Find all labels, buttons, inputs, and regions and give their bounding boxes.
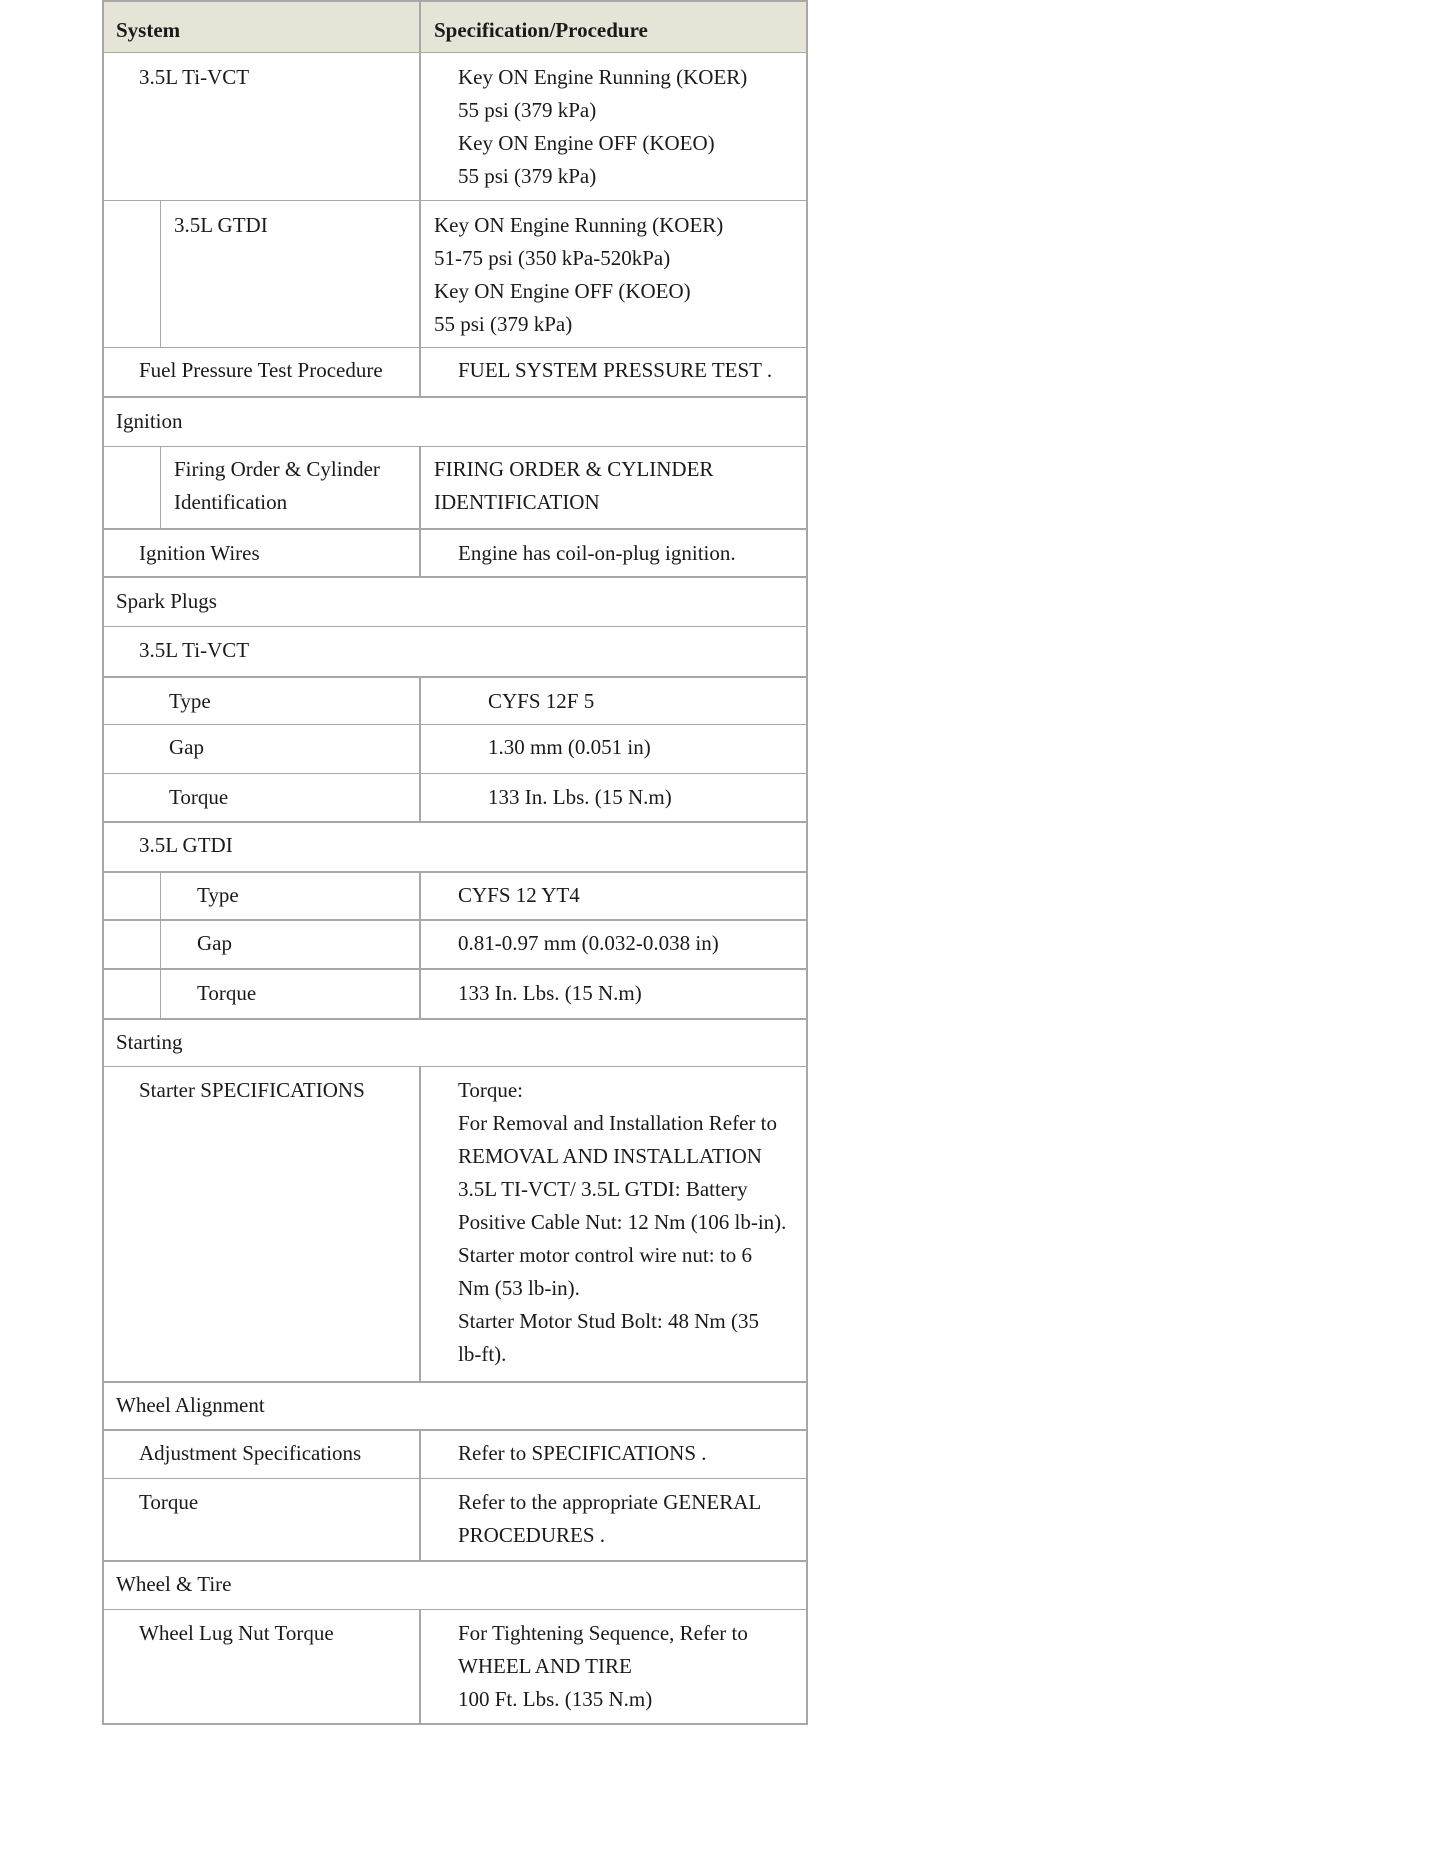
indent-spacer [104, 201, 161, 347]
system-cell [104, 53, 421, 200]
system-line: Firing Order & Cylinder [174, 457, 380, 481]
system-label: 3.5L Ti-VCT [139, 65, 250, 89]
spec-line: WHEEL AND TIRE [458, 1654, 632, 1678]
system-label: Fuel Pressure Test Procedure [139, 358, 383, 382]
spec-line: 55 psi (379 kPa) [458, 98, 597, 122]
spec-line: Refer to SPECIFICATIONS . [458, 1441, 707, 1465]
system-label: Gap [197, 931, 232, 955]
spec-line: Nm (53 lb-in). [458, 1276, 580, 1300]
spec-cell [421, 53, 806, 200]
table-row [104, 1066, 806, 1381]
spec-line: Key ON Engine OFF (KOEO) [434, 279, 691, 303]
spec-cell [421, 1610, 806, 1723]
system-cell [104, 1610, 421, 1723]
spec-line: 51-75 psi (350 kPa-520kPa) [434, 246, 671, 270]
header-spec-label: Specification/Procedure [434, 18, 648, 42]
section-title [104, 1562, 806, 1609]
section-title [104, 398, 806, 446]
section-row [104, 396, 806, 446]
spec-line: 55 psi (379 kPa) [458, 164, 597, 188]
indent-spacer [104, 970, 161, 1018]
spec-line: CYFS 12 YT4 [458, 883, 580, 907]
spec-line: 3.5L TI-VCT/ 3.5L GTDI: Battery [458, 1177, 748, 1201]
spec-cell [421, 873, 806, 919]
table-row [104, 52, 806, 200]
spec-line: 100 Ft. Lbs. (135 N.m) [458, 1687, 653, 1711]
spec-line: Refer to the appropriate GENERAL [458, 1490, 762, 1514]
subsection-row [104, 626, 806, 676]
spec-cell [421, 725, 806, 773]
section-title [104, 1383, 806, 1429]
spec-cell [421, 530, 806, 576]
table-row [104, 1429, 806, 1478]
indent-spacer [104, 447, 161, 528]
spec-line: IDENTIFICATION [434, 490, 600, 514]
section-label: Spark Plugs [116, 589, 217, 613]
spec-line: CYFS 12F 5 [488, 689, 595, 713]
subsection-label: 3.5L Ti-VCT [139, 638, 250, 662]
system-label: Gap [169, 735, 204, 759]
system-cell [104, 921, 421, 968]
table-row [104, 528, 806, 576]
system-label: 3.5L GTDI [174, 213, 268, 237]
system-cell [104, 447, 421, 528]
spec-line: 133 In. Lbs. (15 N.m) [458, 981, 642, 1005]
header-spec [421, 2, 806, 52]
subsection-title [104, 627, 806, 676]
spec-line: For Removal and Installation Refer to [458, 1111, 778, 1135]
section-row [104, 1560, 806, 1609]
spec-cell [421, 201, 806, 347]
system-cell [104, 774, 421, 821]
system-cell [104, 1431, 421, 1478]
table-header-row [104, 2, 806, 52]
system-cell [104, 678, 421, 724]
section-title [104, 1020, 806, 1066]
spec-line: FUEL SYSTEM PRESSURE TEST . [458, 358, 773, 382]
header-system [104, 2, 421, 52]
spec-line: REMOVAL AND INSTALLATION [458, 1144, 762, 1168]
spec-line: Positive Cable Nut: 12 Nm (106 lb-in). [458, 1210, 787, 1234]
table-row [104, 919, 806, 968]
system-label: Type [169, 689, 211, 713]
table-row [104, 676, 806, 724]
system-cell [104, 348, 421, 396]
section-label: Wheel & Tire [116, 1572, 232, 1596]
spec-cell [421, 774, 806, 821]
section-label: Wheel Alignment [116, 1393, 265, 1417]
table-row [104, 446, 806, 528]
spec-line: Key ON Engine Running (KOER) [434, 213, 724, 237]
spec-line: 55 psi (379 kPa) [434, 312, 573, 336]
spec-line: 0.81-0.97 mm (0.032-0.038 in) [458, 931, 719, 955]
indent-spacer [104, 921, 161, 968]
spec-line: PROCEDURES . [458, 1523, 606, 1547]
system-label: Torque [169, 785, 229, 809]
subsection-label: 3.5L GTDI [139, 833, 233, 857]
system-label: Torque [139, 1490, 199, 1514]
system-label: Starter SPECIFICATIONS [139, 1078, 365, 1102]
spec-cell [421, 921, 806, 968]
subsection-row [104, 821, 806, 871]
system-label [161, 447, 380, 528]
system-label: Ignition Wires [139, 541, 260, 565]
spec-cell [421, 1067, 806, 1381]
spec-line: Starter motor control wire nut: to 6 [458, 1243, 752, 1267]
section-title [104, 578, 806, 626]
system-cell [104, 725, 421, 773]
system-cell [104, 1067, 421, 1381]
system-cell [104, 1479, 421, 1560]
spec-line: Torque: [458, 1078, 524, 1102]
subsection-title [104, 823, 806, 871]
section-label: Starting [116, 1030, 183, 1054]
table-row [104, 871, 806, 919]
system-cell [104, 873, 421, 919]
spec-cell [421, 348, 806, 396]
spec-line: FIRING ORDER & CYLINDER [434, 457, 714, 481]
spec-line: Key ON Engine Running (KOER) [458, 65, 748, 89]
spec-line: Key ON Engine OFF (KOEO) [458, 131, 715, 155]
system-label: Adjustment Specifications [139, 1441, 362, 1465]
spec-line: Starter Motor Stud Bolt: 48 Nm (35 [458, 1309, 759, 1333]
spec-line: 1.30 mm (0.051 in) [488, 735, 651, 759]
spec-cell [421, 970, 806, 1018]
spec-cell [421, 447, 806, 528]
table-row [104, 347, 806, 396]
system-cell [104, 530, 421, 576]
spec-table [102, 0, 808, 1725]
system-label: Torque [197, 981, 257, 1005]
spec-cell [421, 678, 806, 724]
header-system-label: System [116, 18, 181, 42]
indent-spacer [104, 873, 161, 919]
system-label: Wheel Lug Nut Torque [139, 1621, 334, 1645]
section-row [104, 1018, 806, 1066]
spec-line: 133 In. Lbs. (15 N.m) [488, 785, 672, 809]
section-label: Ignition [116, 409, 183, 433]
table-row [104, 200, 806, 347]
system-label: Type [197, 883, 239, 907]
system-cell [104, 970, 421, 1018]
table-row [104, 1478, 806, 1560]
table-row [104, 968, 806, 1018]
spec-line: Engine has coil-on-plug ignition. [458, 541, 736, 565]
section-row [104, 576, 806, 626]
spec-cell [421, 1479, 806, 1560]
spec-line: lb-ft). [458, 1342, 507, 1366]
spec-line: For Tightening Sequence, Refer to [458, 1621, 748, 1645]
system-cell [104, 201, 421, 347]
spec-cell [421, 1431, 806, 1478]
table-row [104, 724, 806, 773]
system-line: Identification [174, 490, 288, 514]
table-row [104, 1609, 806, 1723]
table-row [104, 773, 806, 821]
section-row [104, 1381, 806, 1429]
